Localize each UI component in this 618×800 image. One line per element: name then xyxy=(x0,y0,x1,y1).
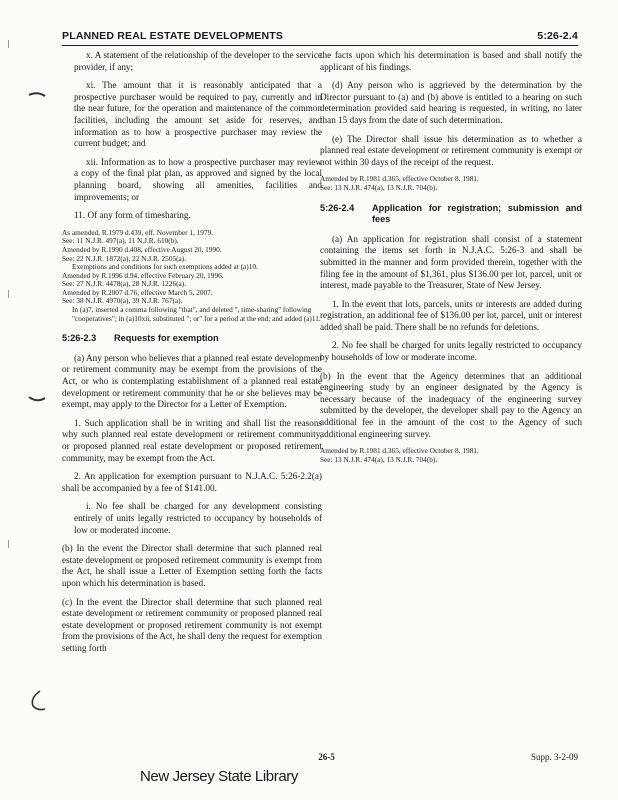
section-heading xyxy=(320,203,582,226)
paragraph-a: (a) An application for registration shall consist of a statement containing the items set forth in N.J.A.C. 5:26-3 and shall be submitted in the manner and form provided therein, together with the filing fee in the amount of $1,361, plus $136.00 per lot, parcel, unit or interest, made payable to the Treasurer, State of New Jersey. xyxy=(320,233,582,291)
paragraph-d: (d) Any person who is aggrieved by the determination by the Director pursuant to (a) and (b) above is entitled to a hearing on such determination provided said hearing is requested, in writing, no later than 15 days from the date of such determination. xyxy=(320,80,582,125)
paragraph-a1: 1. In the event that lots, parcels, units or interests are added during registration, an additional fee of $136.00 per lot, parcel, unit or interest added shall be paid. There shall be no refunds for deletions. xyxy=(320,298,582,332)
history-line: Amended by R.2007 d.76, effective March 5, 2007. xyxy=(62,287,213,297)
history-line: Amended by R.1981 d.365, effective October 8, 1981. xyxy=(320,174,479,184)
paragraph-xii: xii. Information as to how a prospective purchaser may review a copy of the final plat plan, as approved and signed by the local planning board, showing all amenities, facilities and improvements; or xyxy=(74,156,322,202)
supplement-date: Supp. 3-2-09 xyxy=(531,752,578,762)
paragraph-b: (b) In the event that the Agency determines that an additional engineering study by an engineer designated by the Agency is necessary because of the inadequacy of the engineering survey submitted by the developer, the developer shall pay to the Agency an additional fee in the amount of the cost to the Agency of such additional engineering survey. xyxy=(320,370,582,439)
paragraph-xi: xi. The amount that it is reasonably anticipated that a prospective purchaser would be required to pay, currently and in the near future, for the operation and maintenance of the common facilities, including the amount set aside for reserves, and information as to how a prospective purchaser may review the current budget; and xyxy=(74,80,322,149)
right-column xyxy=(320,50,582,473)
paragraph-continued: the facts upon which his determination is based and shall notify the applicant of his findings. xyxy=(320,50,582,72)
paragraph-x: x. A statement of the relationship of the developer to the service provider, if any; xyxy=(74,50,322,72)
history-line: See: 27 N.J.R. 4478(a), 28 N.J.R. 1226(a). xyxy=(62,279,187,289)
history-line: Amended by R.1981 d.365, effective October 8, 1981. xyxy=(320,446,479,456)
margin-tick xyxy=(8,290,9,298)
margin-mark-icon xyxy=(28,690,46,712)
section-number: 5:26-2.4 xyxy=(320,202,355,213)
paragraph-a2i: i. No fee shall be charged for any development consisting entirely of units legally restricted to occupancy by households of low or moderated income. xyxy=(74,501,322,535)
running-header xyxy=(62,30,578,46)
paragraph-e: (e) The Director shall issue his determination as to whether a planned real estate development or retirement community is exempt or not within 30 days of the receipt of the request. xyxy=(320,133,582,167)
history-line: Exemptions and conditions for such exemptions added at (a)10. xyxy=(72,262,258,272)
paragraph-a2: 2. An application for exemption pursuant to N.J.A.C. 5:26-2.2(a) shall be accompanied by a fee of $141.00. xyxy=(62,471,322,493)
history-note xyxy=(62,229,322,324)
page-footer xyxy=(62,752,578,762)
history-note xyxy=(320,447,582,464)
section-title: Requests for exemption xyxy=(114,333,219,344)
paragraph-11: 11. Of any form of timesharing. xyxy=(74,210,191,221)
margin-mark-icon xyxy=(28,392,46,406)
library-watermark: New Jersey State Library xyxy=(140,768,298,785)
section-heading xyxy=(62,333,322,345)
history-line: Amended by R.1996 d.94, effective February 20, 1996. xyxy=(62,270,224,280)
paragraph-a1: 1. Such application shall be in writing and shall list the reasons why such planned real estate development or retirement community, or proposed planned real estate development or proposed retirement community, may be exempt from the Act. xyxy=(62,417,322,463)
section-number: 5:26-2.3 xyxy=(62,333,97,344)
history-line: See: 38 N.J.R. 4970(a), 39 N.J.R. 767(a). xyxy=(62,296,183,306)
section-title: Application for registration; submission and fees xyxy=(372,202,582,225)
paragraph-a: (a) Any person who believes that a planned real estate development or retirement community may be exempt from the provisions of the Act, or who is contemplating establishment of a planned real estate development or retirement community that he or she believes may be exempt, may apply to the Director for a Letter of Exemption. xyxy=(62,352,322,410)
paragraph-a2: 2. No fee shall be charged for units legally restricted to occupancy by households of low or moderate income. xyxy=(320,340,582,363)
history-line: See: 13 N.J.R. 474(a), 13 N.J.R. 704(b). xyxy=(320,182,438,192)
history-line: In (a)7, inserted a comma following "that", and deleted ", time-sharing" following "cooperatives"; in (a)10xii, substituted "; or" for a period at the end; and added (a)11. xyxy=(72,305,321,323)
page-number: 26-5 xyxy=(318,752,335,762)
history-line: See: 13 N.J.R. 474(a), 13 N.J.R. 704(b). xyxy=(320,454,438,464)
history-line: See: 11 N.J.R. 497(a), 11 N.J.R. 610(b). xyxy=(62,236,179,246)
margin-mark-icon xyxy=(28,88,46,102)
margin-tick xyxy=(8,40,9,48)
margin-tick xyxy=(8,540,9,548)
header-title: PLANNED REAL ESTATE DEVELOPMENTS xyxy=(62,30,284,42)
paragraph-b: (b) In the event the Director shall determine that such planned real estate development or proposed retirement community is exempt from the Act, he shall issue a Letter of Exemption setting forth the facts upon which his determination is based. xyxy=(62,543,322,588)
left-column xyxy=(62,50,322,662)
history-line: As amended, R.1979 d.439, eff. November 1, 1979. xyxy=(62,227,214,237)
paragraph-c: (c) In the event the Director shall determine that such planned real estate development or retirement community or proposed planned real estate development or proposed retirement community is not exempt from the provisions of the Act, he shall deny the request for exemption setting forth xyxy=(62,596,322,653)
history-note xyxy=(320,175,582,192)
history-line: See: 22 N.J.R. 1872(a), 22 N.J.R. 2505(a). xyxy=(62,253,187,263)
header-section: 5:26-2.4 xyxy=(537,30,578,42)
history-line: Amended by R.1990 d.408, effective August 20, 1990. xyxy=(62,244,222,254)
